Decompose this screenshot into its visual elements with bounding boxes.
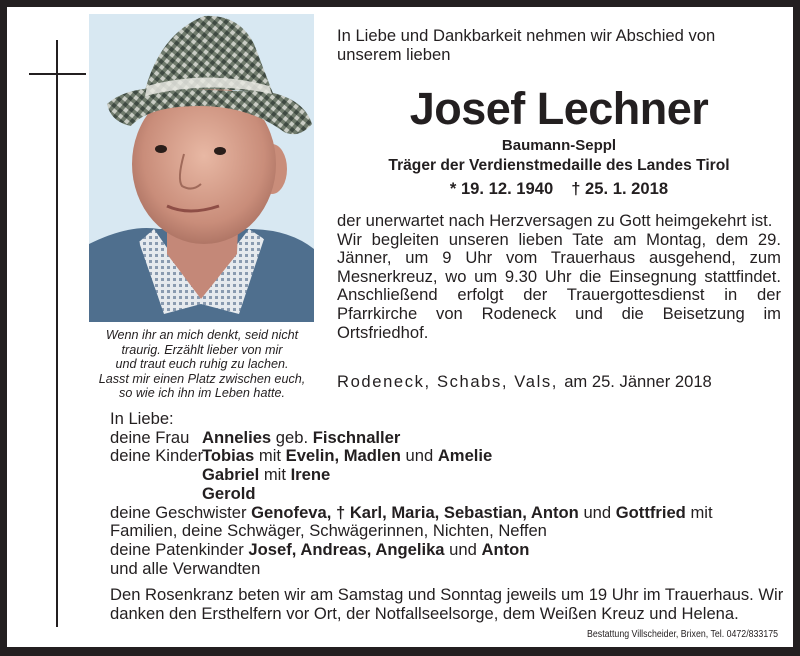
birth-date: * 19. 12. 1940 <box>449 179 554 198</box>
place-list: Rodeneck, Schabs, Vals, <box>337 372 558 391</box>
portrait-illustration <box>89 14 314 322</box>
caption-line: Wenn ihr an mich denkt, seid nicht <box>105 328 299 342</box>
life-dates <box>337 179 781 199</box>
mourner-row-child-3: Gerold <box>202 483 256 503</box>
cross-vertical-bar <box>56 40 58 627</box>
relation-label: deine Frau <box>110 427 190 447</box>
death-date: † 25. 1. 2018 <box>571 179 669 198</box>
mourner-row-siblings: deine Geschwister Genofeva, † Karl, Maria, Sebastian, Anton und Gottfried mit <box>110 502 713 522</box>
mourner-row-children: deine Kinder Tobias mit Evelin, Madlen und Amelie <box>110 446 493 466</box>
relation-label: deine Kinder <box>110 446 204 466</box>
announcement-body <box>337 212 781 342</box>
photo-caption-poem <box>82 328 322 401</box>
passing-paragraph: der unerwartet nach Herzversagen zu Gott heimgekehrt ist. <box>337 211 773 230</box>
mourner-row-closing: und alle Verwandten <box>110 558 261 578</box>
deceased-name: Josef Lechner <box>409 83 709 134</box>
mourners-heading: In Liebe: <box>110 409 174 428</box>
funeral-details-paragraph: Wir begleiten unseren lieben Tate am Montag, dem 29. Jänner, um 9 Uhr vom Trauerhaus ausgehend, zum Mesnerkreuz, wo um 9.30 Uhr die Einsegnung stattfindet. Anschließend erfolgt der Trauergottesdienst in der Pfarrkirche von Rodeneck und die Beisetzung im Ortsfriedhof. <box>337 229 781 342</box>
cross-horizontal-bar <box>29 73 86 75</box>
honor-line: Träger der Verdienstmedaille des Landes Tirol <box>388 157 730 174</box>
caption-line: traurig. Erzählt lieber von mir <box>121 342 283 357</box>
rosary-and-thanks: Den Rosenkranz beten wir am Samstag und Sonntag jeweils um 19 Uhr im Trauerhaus. Wir danken den Ersthelfern vor Ort, der Notfallseelsorge, dem Weißen Kreuz und Helena. <box>110 585 784 623</box>
caption-line: so wie ich ihn im Leben hatte. <box>119 386 285 401</box>
notice-date: am 25. Jänner 2018 <box>564 372 712 391</box>
funeral-home-credit: Bestattung Villscheider, Brixen, Tel. 0472/833175 <box>587 629 778 640</box>
intro-text: In Liebe und Dankbarkeit nehmen wir Abschied von unserem lieben <box>337 26 716 64</box>
mourner-row-relatives: Familien, deine Schwäger, Schwägerinnen, Nichten, Neffen <box>110 521 547 541</box>
mourner-row-godchildren: deine Patenkinder Josef, Andreas, Angelika und Anton <box>110 539 530 559</box>
deceased-nickname: Baumann-Seppl <box>501 137 617 154</box>
mourner-row-wife: deine Frau Annelies geb. Fischnaller <box>110 427 401 447</box>
portrait-photo <box>89 14 314 322</box>
obituary-notice <box>7 7 793 647</box>
place-and-date <box>337 372 781 392</box>
mourner-row-child-2: Gabriel mit Irene <box>202 465 331 485</box>
caption-line: Lasst mir einen Platz zwischen euch, <box>98 371 306 386</box>
mourners-list <box>110 410 785 578</box>
caption-line: und traut euch ruhig zu lachen. <box>115 357 289 372</box>
